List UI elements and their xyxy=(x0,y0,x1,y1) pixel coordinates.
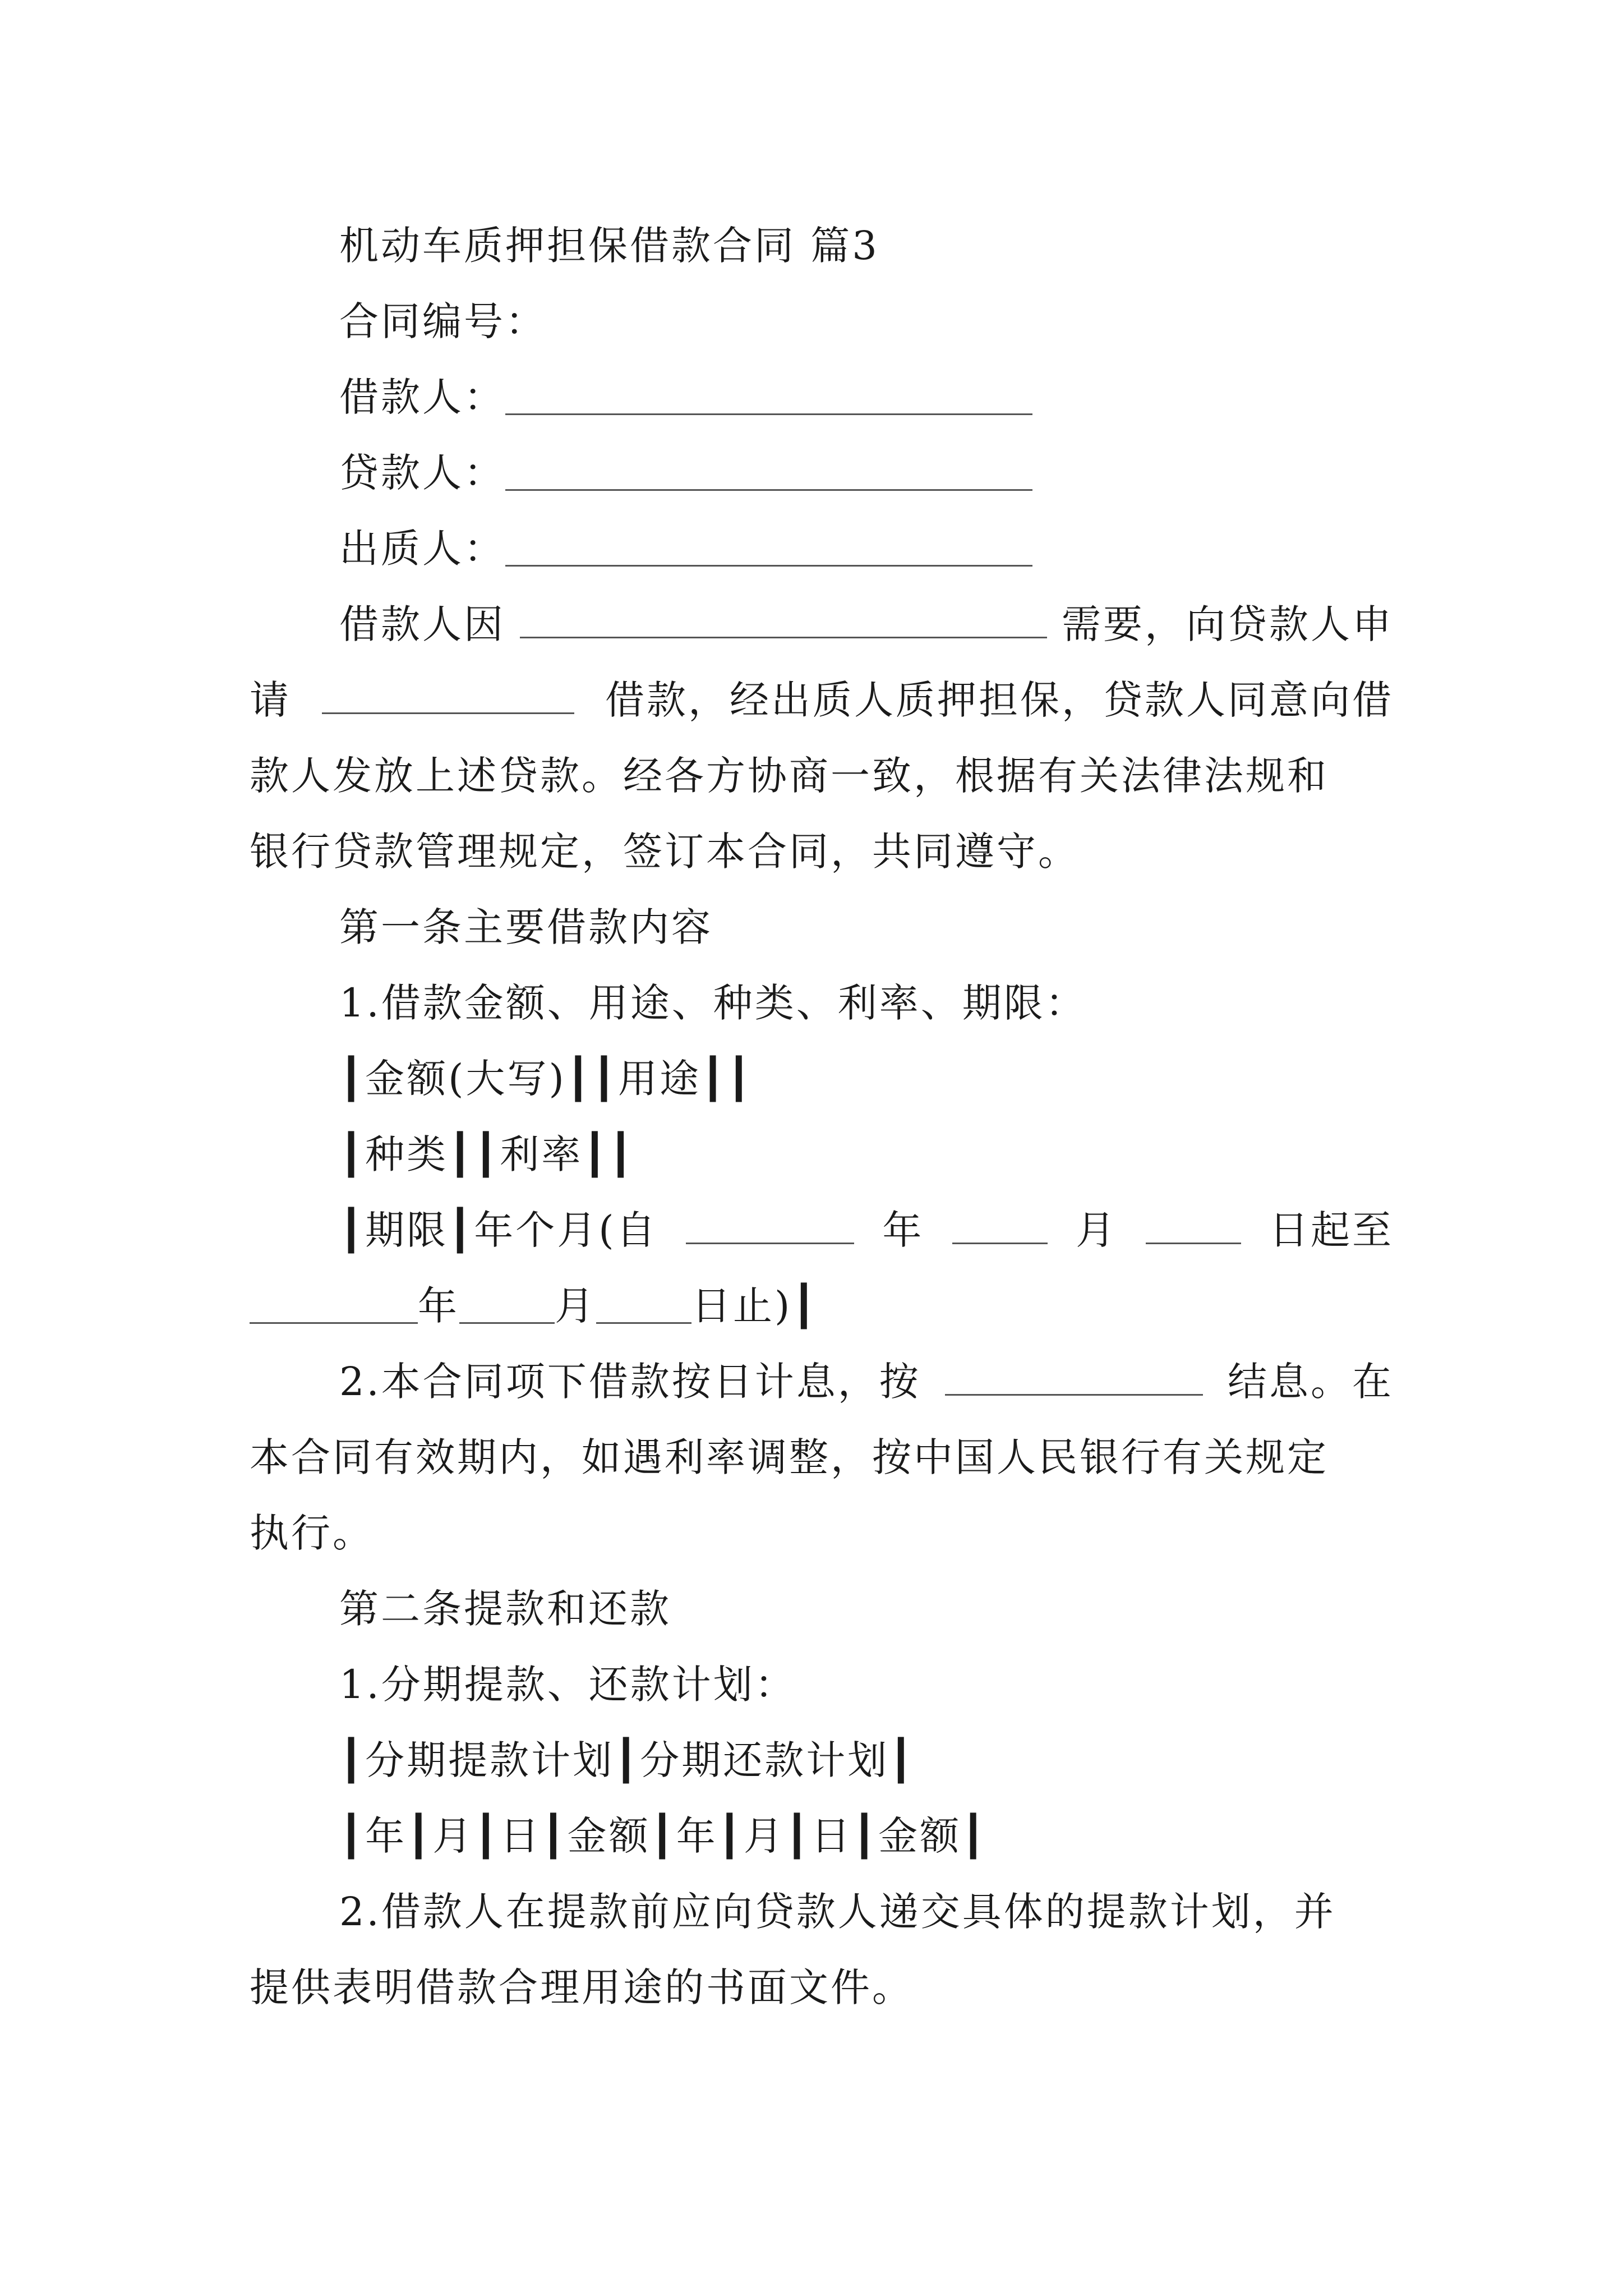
term-year-label: 年 xyxy=(882,1207,924,1253)
article-2-heading: 第二条提款和还款 xyxy=(339,1586,671,1632)
page-title: 机动车质押担保借款合同 篇3 xyxy=(339,223,879,269)
purpose-blank xyxy=(520,602,1047,638)
article-1-heading: 第一条主要借款内容 xyxy=(339,904,713,950)
intro-text-1b: 需要，向贷款人申 xyxy=(1062,601,1394,647)
lender-blank xyxy=(505,454,1032,491)
loan-amount-blank xyxy=(322,678,574,714)
interest-text-b: 结息。在 xyxy=(1227,1359,1394,1405)
term-end-day-blank xyxy=(596,1287,691,1324)
term-month2-label: 月 xyxy=(555,1283,596,1329)
term-line-1 xyxy=(339,1208,1394,1253)
interest-line-3: 执行。 xyxy=(250,1510,374,1556)
settlement-blank xyxy=(945,1359,1203,1396)
term-month-label: 月 xyxy=(1076,1207,1118,1253)
article-1-table-row-amount: ┃金额(大写)┃┃用途┃┃ xyxy=(339,1056,753,1102)
intro-text-1a: 借款人因 xyxy=(339,601,505,647)
term-end-label: 日止)┃ xyxy=(691,1283,818,1329)
article-2-table-row-columns: ┃年┃月┃日┃金额┃年┃月┃日┃金额┃ xyxy=(339,1813,988,1859)
borrower-blank xyxy=(505,379,1032,415)
intro-text-2b: 借款，经出质人质押担保，贷款人同意向借 xyxy=(605,677,1394,723)
term-end-year-blank xyxy=(250,1287,418,1324)
intro-line-4: 银行贷款管理规定，签订本合同，共同遵守。 xyxy=(250,829,1080,875)
term-year2-label: 年 xyxy=(418,1283,459,1329)
interest-line-2: 本合同有效期内，如遇利率调整，按中国人民银行有关规定 xyxy=(250,1434,1329,1480)
pledgor-line xyxy=(339,526,1483,571)
borrower-label: 借款人： xyxy=(339,374,505,420)
article-1-item-1: 1.借款金额、用途、种类、利率、期限： xyxy=(339,980,1087,1026)
article-2-item-1: 1.分期提款、还款计划： xyxy=(339,1662,796,1708)
term-day-from-label: 日起至 xyxy=(1269,1207,1394,1253)
pledgor-blank xyxy=(505,530,1032,567)
lender-line xyxy=(339,450,1483,495)
pledgor-label: 出质人： xyxy=(339,526,505,572)
article-1-table-row-type: ┃种类┃┃利率┃┃ xyxy=(339,1131,635,1177)
contract-number-label: 合同编号： xyxy=(339,298,547,344)
intro-text-2a: 请 xyxy=(250,677,291,723)
term-text-a: ┃期限┃年个月(自 xyxy=(339,1207,658,1253)
term-line-2 xyxy=(250,1283,1394,1328)
article-2-table-row-plan: ┃分期提款计划┃分期还款计划┃ xyxy=(339,1737,915,1783)
article-2-item-2-line-2: 提供表明借款合理用途的书面文件。 xyxy=(250,1964,914,2010)
interest-text-a: 2.本合同项下借款按日计息，按 xyxy=(339,1359,921,1405)
article-2-item-2-line-1: 2.借款人在提款前应向贷款人递交具体的提款计划，并 xyxy=(339,1889,1336,1935)
borrower-line xyxy=(339,375,1483,420)
intro-line-1 xyxy=(339,602,1394,647)
interest-line-1 xyxy=(339,1359,1394,1404)
term-start-day-blank xyxy=(1146,1208,1241,1244)
intro-line-3: 款人发放上述贷款。经各方协商一致，根据有关法律法规和 xyxy=(250,753,1329,799)
term-end-month-blank xyxy=(459,1287,555,1324)
intro-line-2 xyxy=(250,678,1394,723)
term-start-month-blank xyxy=(952,1208,1048,1244)
term-start-year-blank xyxy=(686,1208,854,1244)
lender-label: 贷款人： xyxy=(339,450,505,496)
